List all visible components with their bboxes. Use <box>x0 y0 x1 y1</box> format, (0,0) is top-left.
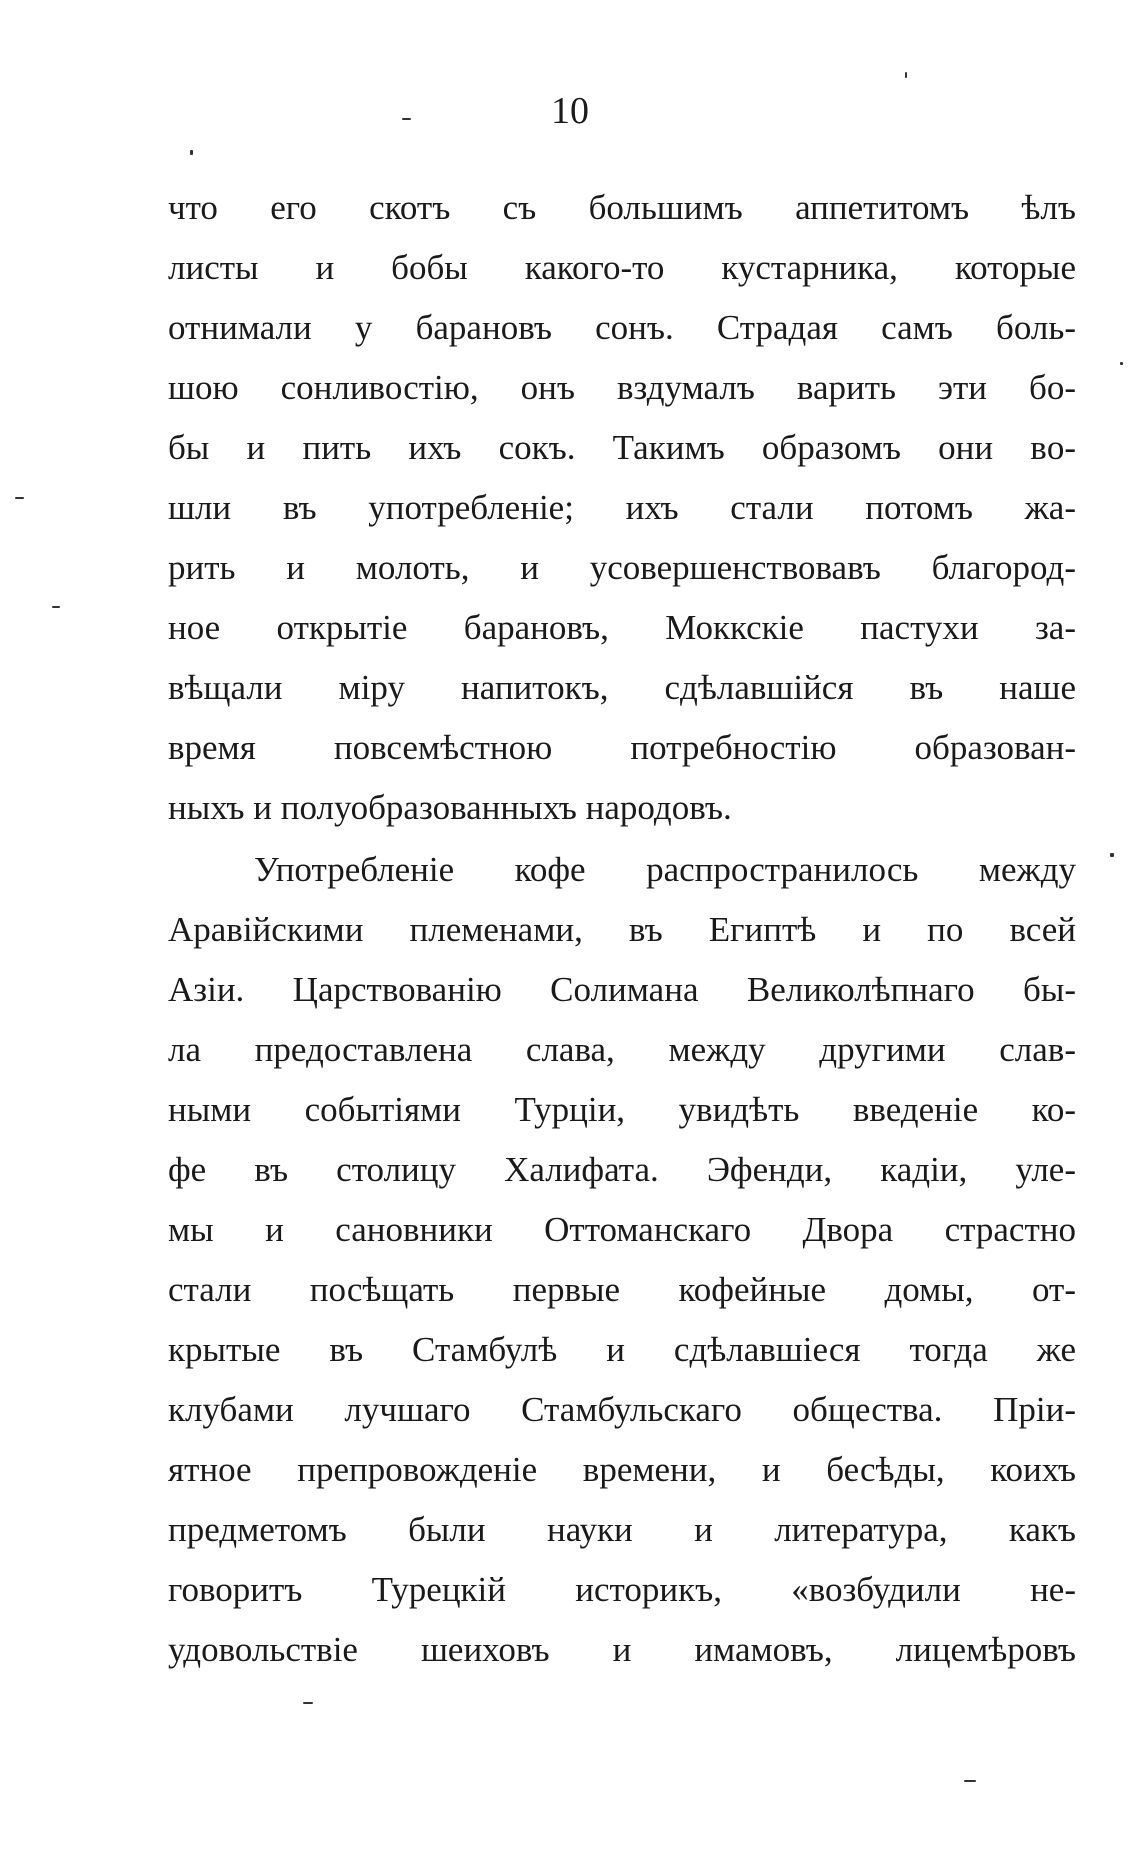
text-line: фе въ столицу Халифата. Эфенди, кадіи, уле- <box>168 1150 1076 1189</box>
text-line: что его скотъ съ большимъ аппетитомъ ѣлъ <box>168 188 1076 227</box>
text-line: вѣщали міру напитокъ, сдѣлавшійся въ наше <box>168 668 1076 707</box>
scan-speck <box>905 72 907 78</box>
scan-speck <box>15 497 24 499</box>
text-line: Азіи. Царствованію Солимана Великолѣпнаго бы- <box>168 970 1076 1009</box>
text-line: удовольствіе шеиховъ и имамовъ, лицемѣровъ <box>168 1630 1076 1669</box>
text-line: шою сонливостію, онъ вздумалъ варить эти бо- <box>168 368 1076 407</box>
text-line: рить и молоть, и усовершенствовавъ благород- <box>168 548 1076 587</box>
text-line: время повсемѣстною потребностію образован- <box>168 728 1076 767</box>
scan-speck <box>1110 853 1114 857</box>
scan-speck <box>1120 362 1123 365</box>
paragraph-2 <box>168 840 1076 1680</box>
text-line: стали посѣщать первые кофейные домы, от- <box>168 1270 1076 1309</box>
text-line: мы и сановники Оттоманскаго Двора страстно <box>168 1210 1076 1249</box>
text-line: ное открытіе барановъ, Моккскіе пастухи за- <box>168 608 1076 647</box>
text-line: Аравійскими племенами, въ Египтѣ и по всей <box>168 910 1076 949</box>
scan-speck <box>52 606 60 608</box>
text-line: отнимали у барановъ сонъ. Страдая самъ боль- <box>168 308 1076 347</box>
text-line: ятное препровожденіе времени, и бесѣды, коихъ <box>168 1450 1076 1489</box>
text-line: ными событіями Турціи, увидѣть введеніе ко- <box>168 1090 1076 1129</box>
text-line: шли въ употребленіе; ихъ стали потомъ жа- <box>168 488 1076 527</box>
scan-speck <box>402 118 411 120</box>
text-line: ныхъ и полуобразованныхъ народовъ. <box>168 788 732 827</box>
page-number: 10 <box>551 90 589 132</box>
body-text <box>168 178 1076 1680</box>
text-line: ла предоставлена слава, между другими слав- <box>168 1030 1076 1069</box>
text-line: клубами лучшаго Стамбульскаго общества. Пріи- <box>168 1390 1076 1429</box>
text-line: предметомъ были науки и литература, какъ <box>168 1510 1076 1549</box>
text-line: крытые въ Стамбулѣ и сдѣлавшіеся тогда же <box>168 1330 1076 1369</box>
text-line: листы и бобы какого-то кустарника, которые <box>168 248 1076 287</box>
text-line: Употребленіе кофе распространилось между <box>254 850 1076 889</box>
text-line: бы и пить ихъ сокъ. Такимъ образомъ они вo- <box>168 428 1076 467</box>
scan-speck <box>190 150 193 155</box>
text-line: говоритъ Турецкій историкъ, «возбудили не- <box>168 1570 1076 1609</box>
scan-speck <box>964 1780 976 1782</box>
paragraph-1 <box>168 178 1076 838</box>
scan-speck <box>303 1702 313 1704</box>
